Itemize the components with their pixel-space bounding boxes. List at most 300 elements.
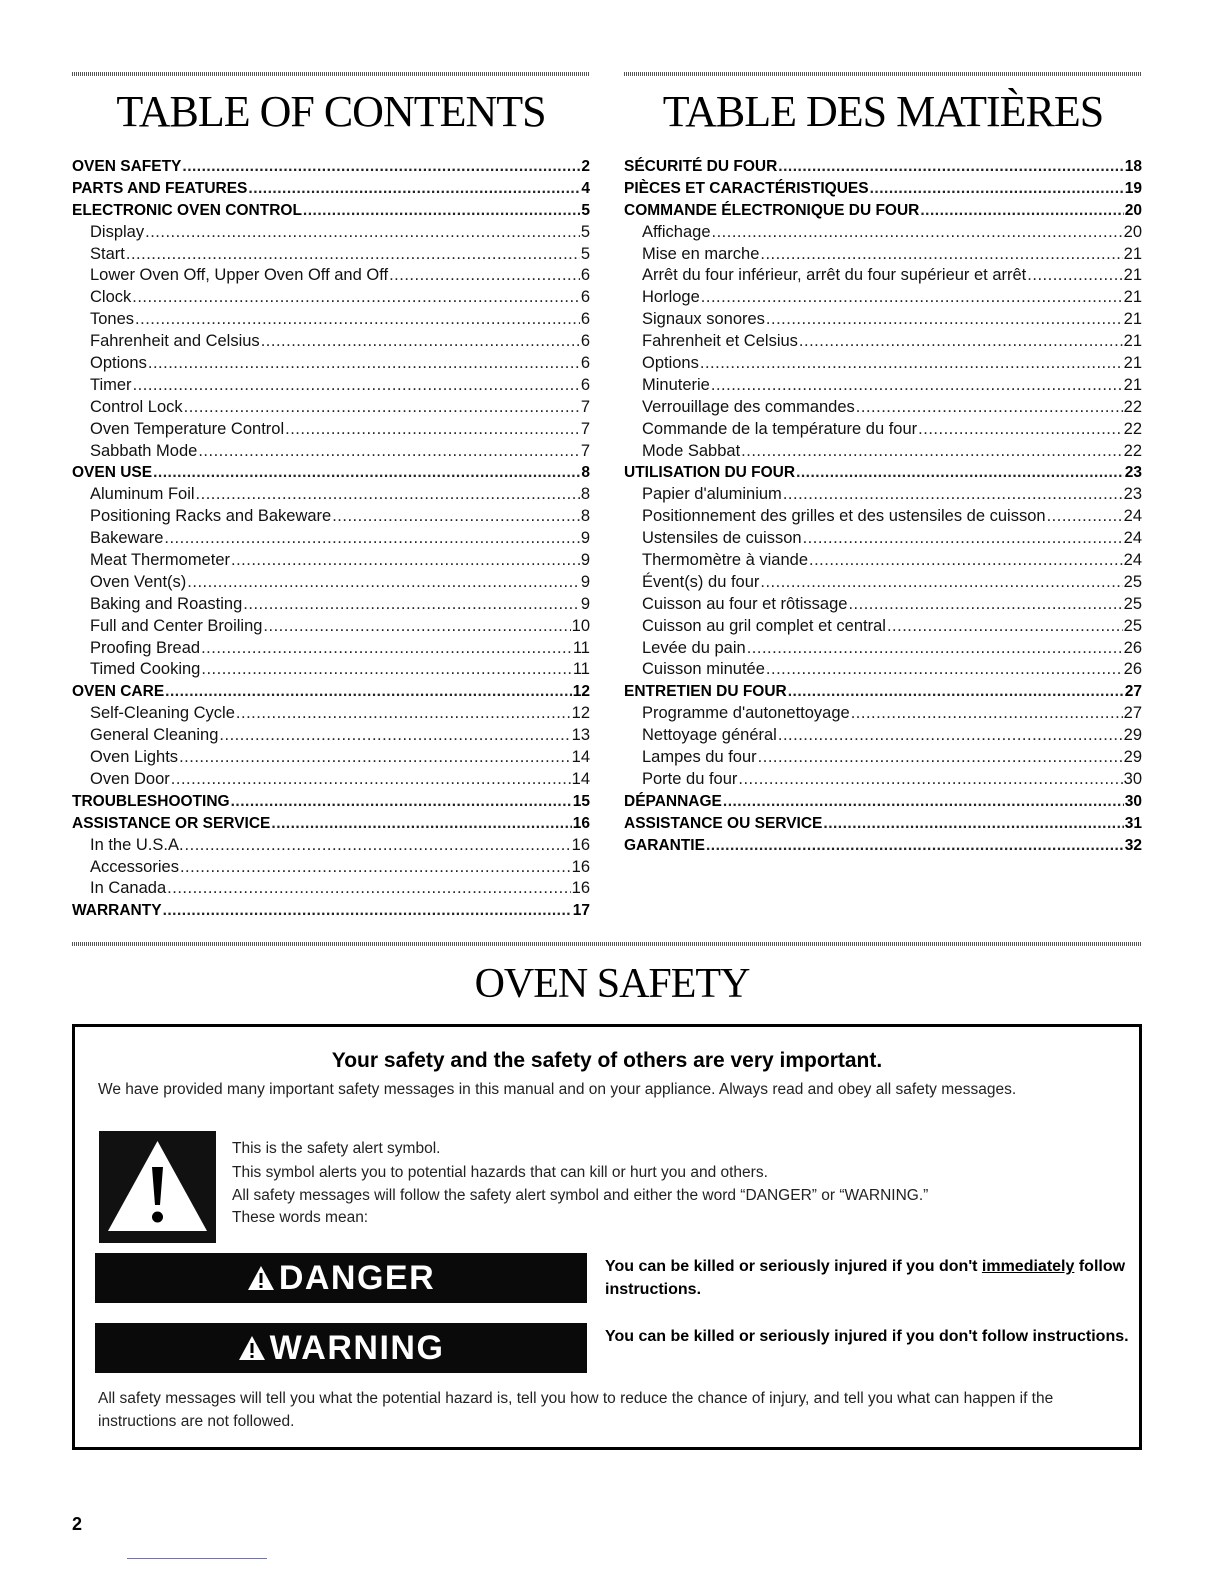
toc-entry-page: 24: [1123, 529, 1142, 548]
toc-subsection-entry: [72, 638, 590, 660]
toc-leader-dots: [243, 594, 580, 616]
toc-entry-label: Affichage: [642, 222, 711, 241]
toc-entry-label: Proofing Bread: [90, 638, 201, 657]
toc-leader-dots: [723, 791, 1124, 813]
toc-subsection-entry: [624, 747, 1142, 769]
toc-entry-page: 11: [572, 660, 590, 679]
toc-leader-dots: [231, 550, 580, 572]
toc-entry-label: SÉCURITÉ DU FOUR: [624, 158, 778, 175]
toc-entry-page: 21: [1123, 354, 1142, 373]
toc-entry-label: PARTS AND FEATURES: [72, 179, 248, 197]
toc-leader-dots: [700, 353, 1123, 375]
toc-leader-dots: [219, 725, 570, 747]
toc-english: [72, 84, 590, 922]
toc-leader-dots: [179, 747, 571, 769]
toc-leader-dots: [851, 703, 1123, 725]
toc-entry-page: 21: [1123, 288, 1142, 307]
toc-section-entry: [624, 178, 1142, 200]
toc-entry-page: 21: [1123, 266, 1142, 285]
toc-entry-page: 22: [1123, 441, 1142, 460]
toc-entry-label: Positionnement des grilles et des ustensiles de cuisson: [642, 507, 1046, 526]
toc-title-fr: TABLE DES MATIÈRES: [662, 87, 1104, 136]
toc-entry-label: COMMANDE ÉLECTRONIQUE DU FOUR: [624, 201, 920, 219]
toc-subsection-entry: [624, 265, 1142, 287]
toc-leader-dots: [799, 331, 1123, 353]
toc-section-entry: [624, 791, 1142, 813]
toc-entry-label: Options: [642, 354, 699, 373]
toc-entry-page: 30: [1123, 769, 1142, 788]
toc-leader-dots: [180, 857, 571, 879]
toc-entry-label: Évent(s) du four: [642, 572, 760, 591]
toc-subsection-entry: [72, 265, 590, 287]
toc-entry-page: 9: [580, 551, 590, 570]
toc-entry-label: General Cleaning: [90, 726, 219, 745]
toc-entry-label: Levée du pain: [642, 638, 746, 657]
toc-leader-dots: [389, 265, 580, 287]
toc-entry-page: 20: [1124, 201, 1142, 219]
alert-line: This is the safety alert symbol.: [232, 1140, 441, 1157]
toc-section-entry: [624, 156, 1142, 178]
toc-leader-dots: [145, 222, 580, 244]
toc-leader-dots: [171, 769, 571, 791]
toc-leader-dots: [185, 835, 571, 857]
toc-entry-page: 6: [580, 375, 590, 394]
toc-entry-label: Meat Thermometer: [90, 551, 230, 570]
page-number: 2: [72, 1514, 83, 1534]
toc-section-entry: [624, 681, 1142, 703]
toc-entry-label: Oven Lights: [90, 748, 179, 767]
toc-section-entry: [624, 813, 1142, 835]
toc-leader-dots: [231, 791, 572, 813]
toc-entry-page: 9: [580, 529, 590, 548]
toc-entry-label: Mode Sabbat: [642, 441, 741, 460]
toc-subsection-entry: [72, 659, 590, 681]
toc-subsection-entry: [624, 769, 1142, 791]
toc-leader-dots: [738, 769, 1122, 791]
toc-entry-label: OVEN SAFETY: [72, 158, 182, 175]
toc-entry-page: 25: [1123, 616, 1142, 635]
toc-entry-label: Accessories: [90, 857, 179, 876]
safety-box: [72, 1024, 1142, 1450]
toc-entry-label: Verrouillage des commandes: [642, 397, 855, 416]
toc-entry-label: Full and Center Broiling: [90, 616, 263, 635]
toc-subsection-entry: [72, 287, 590, 309]
toc-entry-page: 4: [581, 179, 590, 197]
toc-entry-label: Horloge: [642, 288, 700, 307]
toc-leader-dots: [201, 659, 572, 681]
toc-section-entry: [72, 813, 590, 835]
toc-entry-page: 29: [1123, 748, 1142, 767]
toc-subsection-entry: [72, 441, 590, 463]
toc-title-en: TABLE OF CONTENTS: [116, 87, 546, 136]
toc-subsection-entry: [72, 769, 590, 791]
toc-leader-dots: [803, 528, 1123, 550]
alert-line: All safety messages will follow the safety alert symbol and either the word “DANGER” or “WARNING.”: [232, 1187, 929, 1204]
toc-subsection-entry: [72, 835, 590, 857]
toc-leader-dots: [236, 703, 571, 725]
toc-entry-label: WARRANTY: [72, 902, 162, 920]
toc-subsection-entry: [72, 528, 590, 550]
toc-leader-dots: [285, 419, 580, 441]
toc-entry-label: Programme d'autonettoyage: [642, 704, 850, 723]
toc-section-entry: [72, 200, 590, 222]
toc-entry-label: Start: [90, 244, 125, 263]
toc-entry-page: 8: [580, 485, 590, 504]
toc-leader-dots: [758, 747, 1123, 769]
toc-entry-label: DÉPANNAGE: [624, 792, 722, 810]
warning-triangle-icon: [238, 1335, 266, 1361]
toc-entry-page: 11: [572, 638, 590, 657]
toc-entry-page: 24: [1123, 551, 1142, 570]
toc-section-entry: [72, 900, 590, 922]
toc-entry-page: 12: [572, 683, 590, 701]
toc-entry-page: 10: [571, 616, 590, 635]
toc-entry-label: Mise en marche: [642, 244, 760, 263]
toc-leader-dots: [1027, 265, 1122, 287]
toc-leader-dots: [153, 462, 580, 484]
toc-leader-dots: [870, 178, 1124, 200]
safety-closing: All safety messages will tell you what the potential hazard is, tell you how to reduce the chance of injury, and tell you what can happen if the instructions are not followed.: [98, 1390, 1054, 1430]
toc-leader-dots: [796, 462, 1124, 484]
toc-subsection-entry: [624, 353, 1142, 375]
toc-subsection-entry: [624, 703, 1142, 725]
toc-entry-label: Cuisson au gril complet et central: [642, 616, 886, 635]
toc-subsection-entry: [72, 572, 590, 594]
toc-entry-page: 23: [1124, 464, 1142, 482]
danger-text-emphasis: immediately: [981, 1258, 1075, 1275]
toc-leader-dots: [167, 878, 570, 900]
toc-section-entry: [72, 462, 590, 484]
toc-entry-page: 2: [581, 158, 590, 175]
toc-entry-label: Papier d'aluminium: [642, 485, 782, 504]
toc-entry-page: 9: [580, 594, 590, 613]
toc-entry-page: 8: [580, 507, 590, 526]
toc-subsection-entry: [72, 725, 590, 747]
toc-entry-label: Thermomètre à viande: [642, 551, 808, 570]
toc-leader-dots: [760, 572, 1122, 594]
toc-subsection-entry: [72, 506, 590, 528]
toc-entry-page: 16: [571, 857, 590, 876]
toc-entry-page: 17: [572, 902, 590, 920]
toc-leader-dots: [711, 375, 1123, 397]
toc-entry-label: Fahrenheit et Celsius: [642, 332, 798, 351]
toc-entry-page: 16: [572, 814, 590, 832]
warning-text: You can be killed or seriously injured if you don't follow instructions.: [605, 1328, 1129, 1345]
toc-entry-page: 13: [571, 726, 590, 745]
toc-entry-label: Arrêt du four inférieur, arrêt du four supérieur et arrêt: [642, 266, 1027, 285]
toc-subsection-entry: [624, 506, 1142, 528]
toc-leader-dots: [701, 287, 1123, 309]
toc-entry-page: 14: [571, 748, 590, 767]
toc-leader-dots: [196, 484, 580, 506]
toc-leader-dots: [747, 638, 1123, 660]
toc-entry-page: 21: [1123, 332, 1142, 351]
toc-subsection-entry: [72, 397, 590, 419]
toc-entry-page: 21: [1123, 310, 1142, 329]
toc-list-en: [72, 156, 590, 922]
toc-section-entry: [624, 835, 1142, 857]
top-rule-left: [72, 72, 590, 76]
toc-entry-label: Oven Vent(s): [90, 572, 187, 591]
toc-entry-label: Ustensiles de cuisson: [642, 529, 802, 548]
toc-section-entry: [624, 200, 1142, 222]
toc-entry-label: Oven Temperature Control: [90, 419, 285, 438]
toc-leader-dots: [163, 900, 572, 922]
toc-subsection-entry: [72, 244, 590, 266]
oven-safety-title: OVEN SAFETY: [474, 961, 750, 1007]
toc-entry-label: Cuisson minutée: [642, 660, 765, 679]
toc-entry-label: Lower Oven Off, Upper Oven Off and Off: [90, 266, 389, 285]
toc-entry-page: 26: [1123, 660, 1142, 679]
toc-entry-page: 29: [1123, 726, 1142, 745]
toc-subsection-entry: [72, 550, 590, 572]
toc-leader-dots: [148, 353, 580, 375]
toc-subsection-entry: [624, 441, 1142, 463]
toc-entry-page: 6: [580, 266, 590, 285]
toc-leader-dots: [184, 397, 580, 419]
toc-entry-page: 7: [580, 397, 590, 416]
toc-subsection-entry: [624, 616, 1142, 638]
toc-entry-page: 26: [1123, 638, 1142, 657]
toc-entry-page: 27: [1123, 704, 1142, 723]
toc-section-entry: [72, 178, 590, 200]
toc-entry-label: OVEN USE: [72, 464, 153, 482]
toc-section-entry: [624, 462, 1142, 484]
toc-subsection-entry: [72, 616, 590, 638]
toc-entry-page: 7: [580, 419, 590, 438]
toc-entry-label: Fahrenheit and Celsius: [90, 332, 260, 351]
toc-entry-page: 25: [1123, 594, 1142, 613]
toc-entry-label: Signaux sonores: [642, 310, 765, 329]
toc-leader-dots: [887, 616, 1123, 638]
toc-subsection-entry: [72, 353, 590, 375]
toc-entry-label: GARANTIE: [624, 836, 705, 854]
toc-entry-page: 21: [1123, 244, 1142, 263]
toc-entry-page: 21: [1123, 375, 1142, 394]
toc-leader-dots: [918, 419, 1122, 441]
toc-entry-label: ENTRETIEN DU FOUR: [624, 683, 787, 701]
toc-subsection-entry: [624, 528, 1142, 550]
alert-line: These words mean:: [232, 1208, 369, 1226]
toc-french: [624, 84, 1142, 857]
toc-entry-label: Options: [90, 354, 147, 373]
toc-entry-label: Tones: [90, 310, 135, 329]
toc-subsection-entry: [624, 397, 1142, 419]
danger-label: DANGER: [278, 1258, 436, 1297]
toc-entry-label: UTILISATION DU FOUR: [624, 464, 796, 482]
toc-entry-label: ELECTRONIC OVEN CONTROL: [72, 201, 302, 219]
safety-intro: We have provided many important safety messages in this manual and on your appliance. Always read and obey all safety messages.: [98, 1081, 1017, 1098]
toc-leader-dots: [164, 528, 579, 550]
toc-entry-page: 23: [1123, 485, 1142, 504]
toc-leader-dots: [133, 375, 580, 397]
toc-subsection-entry: [72, 747, 590, 769]
warning-signal: [95, 1323, 587, 1373]
toc-subsection-entry: [624, 375, 1142, 397]
toc-entry-label: In Canada: [90, 879, 167, 898]
toc-entry-page: 20: [1123, 222, 1142, 241]
toc-entry-page: 6: [580, 332, 590, 351]
toc-entry-page: 30: [1124, 792, 1142, 810]
toc-entry-page: 5: [581, 201, 590, 219]
toc-entry-label: Cuisson au four et rôtissage: [642, 594, 848, 613]
toc-entry-label: Oven Door: [90, 769, 170, 788]
toc-section-entry: [72, 681, 590, 703]
toc-subsection-entry: [72, 331, 590, 353]
toc-subsection-entry: [72, 484, 590, 506]
toc-entry-label: TROUBLESHOOTING: [72, 792, 230, 810]
toc-leader-dots: [126, 244, 580, 266]
toc-subsection-entry: [72, 222, 590, 244]
toc-subsection-entry: [624, 244, 1142, 266]
toc-leader-dots: [182, 156, 580, 178]
toc-entry-page: 15: [572, 792, 590, 810]
toc-entry-label: Clock: [90, 288, 132, 307]
toc-leader-dots: [823, 813, 1123, 835]
toc-subsection-entry: [624, 638, 1142, 660]
toc-leader-dots: [712, 222, 1123, 244]
toc-entry-page: 25: [1123, 572, 1142, 591]
toc-leader-dots: [135, 309, 580, 331]
bottom-line: [127, 1558, 267, 1559]
top-rule-right: [624, 72, 1142, 76]
toc-entry-page: 8: [581, 464, 590, 482]
toc-entry-page: 16: [571, 879, 590, 898]
toc-leader-dots: [848, 594, 1122, 616]
toc-entry-page: 12: [571, 704, 590, 723]
toc-leader-dots: [788, 681, 1124, 703]
toc-entry-label: ASSISTANCE OR SERVICE: [72, 814, 271, 832]
toc-leader-dots: [766, 659, 1123, 681]
toc-leader-dots: [809, 550, 1123, 572]
toc-entry-page: 32: [1124, 836, 1142, 854]
toc-entry-label: PIÈCES ET CARACTÉRISTIQUES: [624, 179, 869, 197]
toc-entry-page: 27: [1124, 683, 1142, 701]
toc-subsection-entry: [624, 659, 1142, 681]
danger-text-part: You can be killed or seriously injured if you don't: [605, 1258, 982, 1275]
section-rule: [72, 942, 1142, 946]
toc-subsection-entry: [72, 419, 590, 441]
toc-leader-dots: [261, 331, 580, 353]
toc-entry-label: Display: [90, 222, 145, 241]
toc-entry-label: Porte du four: [642, 769, 738, 788]
toc-subsection-entry: [72, 375, 590, 397]
toc-entry-label: Commande de la température du four: [642, 419, 918, 438]
warning-label: WARNING: [269, 1328, 445, 1367]
toc-entry-label: Timer: [90, 375, 132, 394]
safety-alert-triangle-icon: [99, 1131, 216, 1243]
toc-subsection-entry: [72, 857, 590, 879]
danger-signal: [95, 1253, 587, 1303]
toc-entry-label: Timed Cooking: [90, 660, 201, 679]
toc-subsection-entry: [624, 484, 1142, 506]
safety-heading: Your safety and the safety of others are very important.: [331, 1049, 883, 1072]
toc-entry-page: 16: [571, 835, 590, 854]
toc-leader-dots: [760, 244, 1122, 266]
toc-entry-page: 9: [580, 572, 590, 591]
toc-section-entry: [72, 791, 590, 813]
warning-triangle-icon: [247, 1265, 275, 1291]
toc-entry-page: 31: [1124, 814, 1142, 832]
toc-leader-dots: [741, 441, 1122, 463]
toc-entry-page: 22: [1123, 419, 1142, 438]
toc-leader-dots: [132, 287, 580, 309]
toc-leader-dots: [201, 638, 572, 660]
toc-leader-dots: [263, 616, 570, 638]
toc-subsection-entry: [624, 331, 1142, 353]
toc-entry-label: In the U.S.A.: [90, 835, 184, 854]
toc-leader-dots: [778, 725, 1123, 747]
toc-entry-label: Lampes du four: [642, 748, 757, 767]
toc-subsection-entry: [624, 309, 1142, 331]
toc-section-entry: [72, 156, 590, 178]
toc-subsection-entry: [624, 725, 1142, 747]
toc-entry-label: Minuterie: [642, 375, 710, 394]
toc-subsection-entry: [624, 287, 1142, 309]
toc-leader-dots: [920, 200, 1123, 222]
toc-leader-dots: [271, 813, 571, 835]
toc-leader-dots: [706, 835, 1124, 857]
toc-entry-page: 6: [580, 310, 590, 329]
toc-entry-page: 5: [580, 244, 590, 263]
toc-subsection-entry: [624, 419, 1142, 441]
toc-entry-label: OVEN CARE: [72, 683, 165, 701]
toc-entry-label: Aluminum Foil: [90, 485, 195, 504]
toc-entry-page: 5: [580, 222, 590, 241]
toc-entry-page: 7: [580, 441, 590, 460]
alert-line: This symbol alerts you to potential hazards that can kill or hurt you and others.: [232, 1163, 768, 1181]
toc-entry-label: Control Lock: [90, 397, 183, 416]
toc-subsection-entry: [624, 550, 1142, 572]
danger-text: [605, 1255, 1135, 1301]
toc-entry-page: 6: [580, 288, 590, 307]
toc-entry-label: Self-Cleaning Cycle: [90, 704, 235, 723]
toc-entry-label: ASSISTANCE OU SERVICE: [624, 814, 823, 832]
toc-leader-dots: [165, 681, 572, 703]
toc-entry-label: Sabbath Mode: [90, 441, 198, 460]
toc-entry-label: Nettoyage général: [642, 726, 777, 745]
toc-entry-label: Bakeware: [90, 529, 164, 548]
toc-leader-dots: [332, 506, 580, 528]
toc-leader-dots: [766, 309, 1123, 331]
toc-subsection-entry: [72, 878, 590, 900]
toc-subsection-entry: [72, 594, 590, 616]
toc-entry-page: 6: [580, 354, 590, 373]
toc-leader-dots: [303, 200, 580, 222]
toc-leader-dots: [187, 572, 580, 594]
toc-leader-dots: [198, 441, 579, 463]
toc-list-fr: [624, 156, 1142, 857]
toc-leader-dots: [856, 397, 1123, 419]
toc-leader-dots: [783, 484, 1123, 506]
toc-leader-dots: [248, 178, 580, 200]
toc-entry-page: 19: [1124, 179, 1142, 197]
alert-explanation: [232, 1137, 1112, 1229]
toc-leader-dots: [778, 156, 1123, 178]
toc-entry-label: Positioning Racks and Bakeware: [90, 507, 332, 526]
toc-subsection-entry: [624, 594, 1142, 616]
toc-entry-page: 22: [1123, 397, 1142, 416]
toc-leader-dots: [1047, 506, 1123, 528]
toc-subsection-entry: [72, 309, 590, 331]
toc-subsection-entry: [72, 703, 590, 725]
toc-subsection-entry: [624, 572, 1142, 594]
toc-entry-label: Baking and Roasting: [90, 594, 243, 613]
toc-entry-page: 14: [571, 769, 590, 788]
toc-subsection-entry: [624, 222, 1142, 244]
danger-text-part: follow instructions.: [605, 1258, 1126, 1298]
toc-entry-page: 18: [1124, 158, 1142, 175]
